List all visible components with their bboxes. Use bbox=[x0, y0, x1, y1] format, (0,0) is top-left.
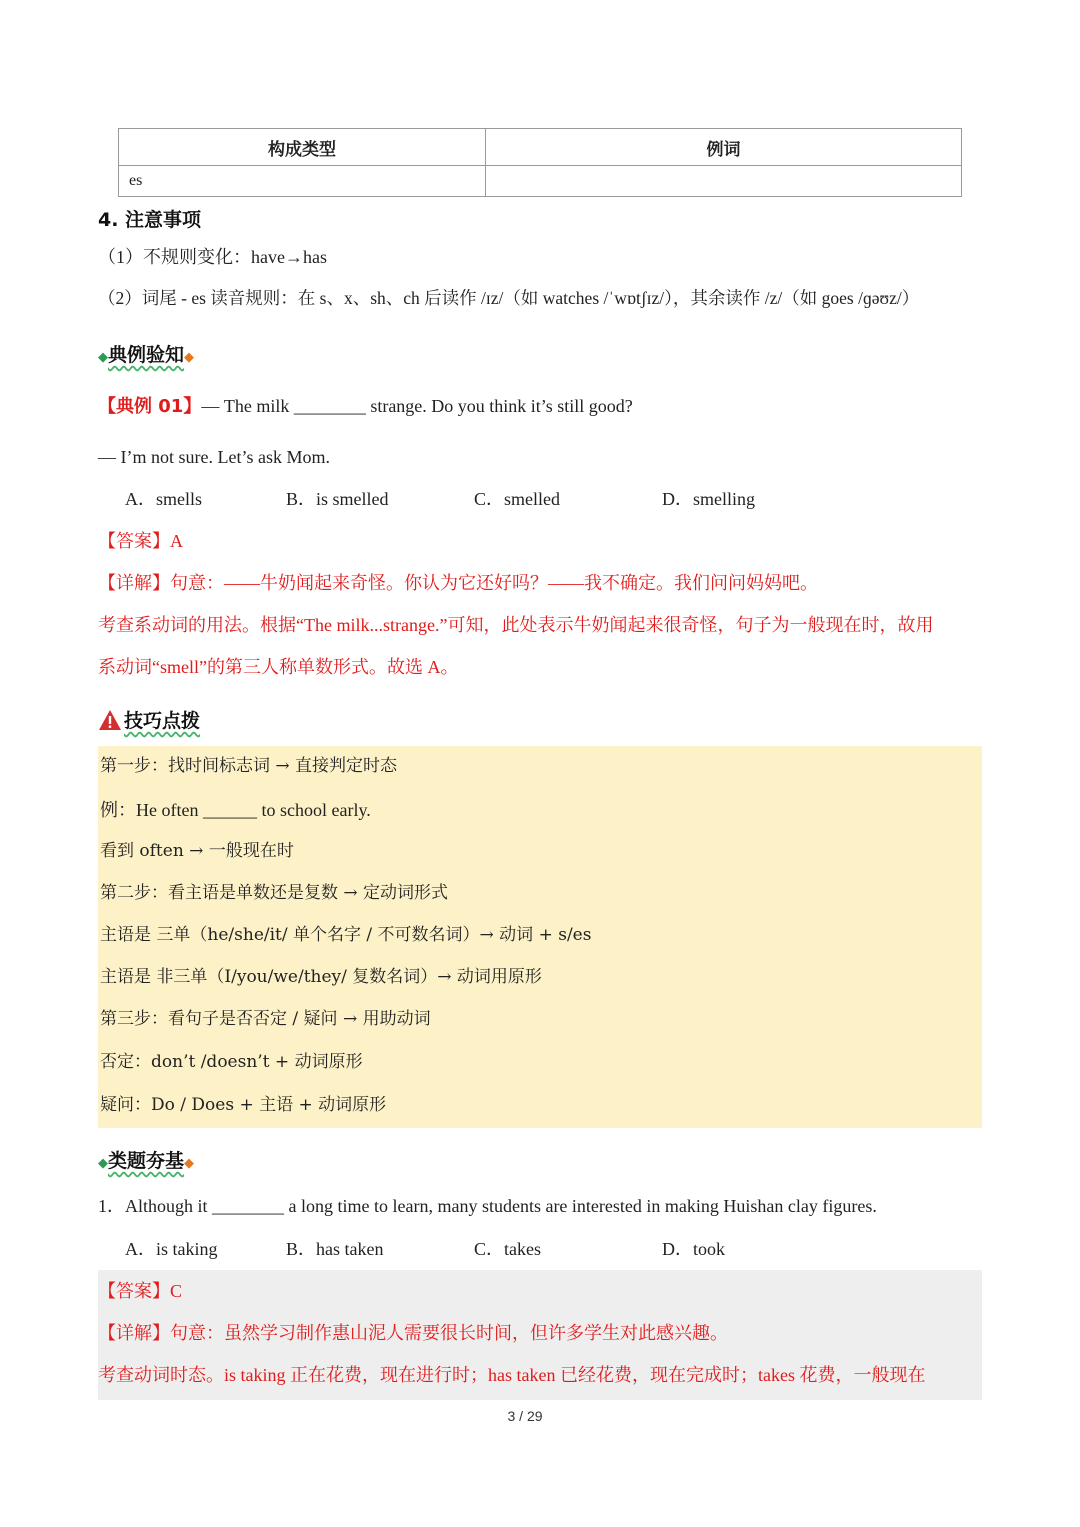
example-question: — The milk ________ strange. Do you think it’s still good? bbox=[201, 396, 633, 416]
notes-heading: 4. 注意事项 bbox=[98, 209, 202, 231]
tips-section-header bbox=[98, 706, 200, 733]
tip-line-2: 例：He often ______ to school early. bbox=[100, 800, 371, 820]
example-reply: — I’m not sure. Let’s ask Mom. bbox=[98, 447, 330, 467]
notes-item-2: （2）词尾 - es 读音规则：在 s、x、sh、ch 后读作 /ɪz/（如 watches /ˈwɒtʃɪz/），其余读作 /z/（如 goes /ɡəʊz/） bbox=[98, 288, 920, 308]
table-row bbox=[119, 166, 962, 197]
practice-option-c: C．takes bbox=[474, 1239, 541, 1259]
tip-line-5: 主语是 三单（he/she/it/ 单个名字 / 不可数名词）→ 动词 + s/es bbox=[100, 925, 592, 945]
table-header-type: 构成类型 bbox=[119, 129, 486, 166]
practice-option-a: A．is taking bbox=[125, 1239, 218, 1259]
tip-line-1: 第一步：找时间标志词 → 直接判定时态 bbox=[100, 756, 398, 776]
table-header-row bbox=[119, 129, 962, 166]
diamond-bullet-icon: ◆ bbox=[98, 349, 108, 364]
table-cell-examples bbox=[486, 166, 962, 197]
example-question-line bbox=[98, 397, 633, 416]
tip-line-8: 否定：don’t /doesn’t + 动词原形 bbox=[100, 1052, 363, 1072]
notes-item-1: （1）不规则变化：have→has bbox=[98, 247, 327, 267]
example-answer: 【答案】A bbox=[98, 531, 183, 551]
tip-line-6: 主语是 非三单（I/you/we/they/ 复数名词）→ 动词用原形 bbox=[100, 967, 542, 987]
tip-line-7: 第三步：看句子是否否定 / 疑问 → 用助动词 bbox=[100, 1009, 431, 1029]
example-detail-2: 考查系动词的用法。根据“The milk...strange.”可知，此处表示牛奶闻起来很奇怪，句子为一般现在时，故用 bbox=[98, 615, 934, 635]
composition-table bbox=[118, 128, 962, 197]
page-number: 3 / 29 bbox=[507, 1408, 543, 1424]
table-header-examples: 例词 bbox=[486, 129, 962, 166]
practice-section-title: 类题夯基 bbox=[108, 1150, 185, 1172]
practice-detail-2: 考查动词时态。is taking 正在花费，现在进行时；has taken 已经花费，现在完成时；takes 花费，一般现在 bbox=[98, 1365, 926, 1385]
warning-icon bbox=[98, 709, 122, 731]
diamond-bullet-icon: ◆ bbox=[184, 349, 195, 364]
tip-line-4: 第二步：看主语是单数还是复数 → 定动词形式 bbox=[100, 883, 449, 903]
example-tag: 【典例 01】 bbox=[98, 396, 202, 417]
diamond-bullet-icon: ◆ bbox=[98, 1155, 108, 1170]
diamond-bullet-icon: ◆ bbox=[184, 1155, 195, 1170]
practice-option-d: D．took bbox=[662, 1239, 725, 1259]
practice-answer: 【答案】C bbox=[98, 1281, 183, 1301]
tips-section-title: 技巧点拨 bbox=[124, 710, 201, 732]
table-cell-type: es bbox=[119, 166, 486, 197]
example-option-d: D．smelling bbox=[662, 489, 755, 509]
example-option-a: A．smells bbox=[125, 489, 203, 509]
practice-section-header bbox=[98, 1146, 194, 1173]
example-detail-1: 【详解】句意：——牛奶闻起来奇怪。你认为它还好吗？——我不确定。我们问问妈妈吧。 bbox=[98, 573, 818, 593]
tip-line-3: 看到 often → 一般现在时 bbox=[100, 841, 294, 861]
example-option-c: C．smelled bbox=[474, 489, 560, 509]
practice-option-b: B．has taken bbox=[286, 1239, 384, 1259]
practice-question: 1．Although it ________ a long time to learn, many students are interested in making Huishan clay figures. bbox=[98, 1196, 877, 1216]
example-section-title: 典例验知 bbox=[108, 344, 185, 366]
practice-detail-1: 【详解】句意：虽然学习制作惠山泥人需要很长时间，但许多学生对此感兴趣。 bbox=[98, 1323, 728, 1343]
example-option-b: B．is smelled bbox=[286, 489, 389, 509]
example-section-header bbox=[98, 340, 194, 367]
example-detail-3: 系动词“smell”的第三人称单数形式。故选 A。 bbox=[98, 657, 459, 677]
tip-line-9: 疑问：Do / Does + 主语 + 动词原形 bbox=[100, 1095, 387, 1115]
